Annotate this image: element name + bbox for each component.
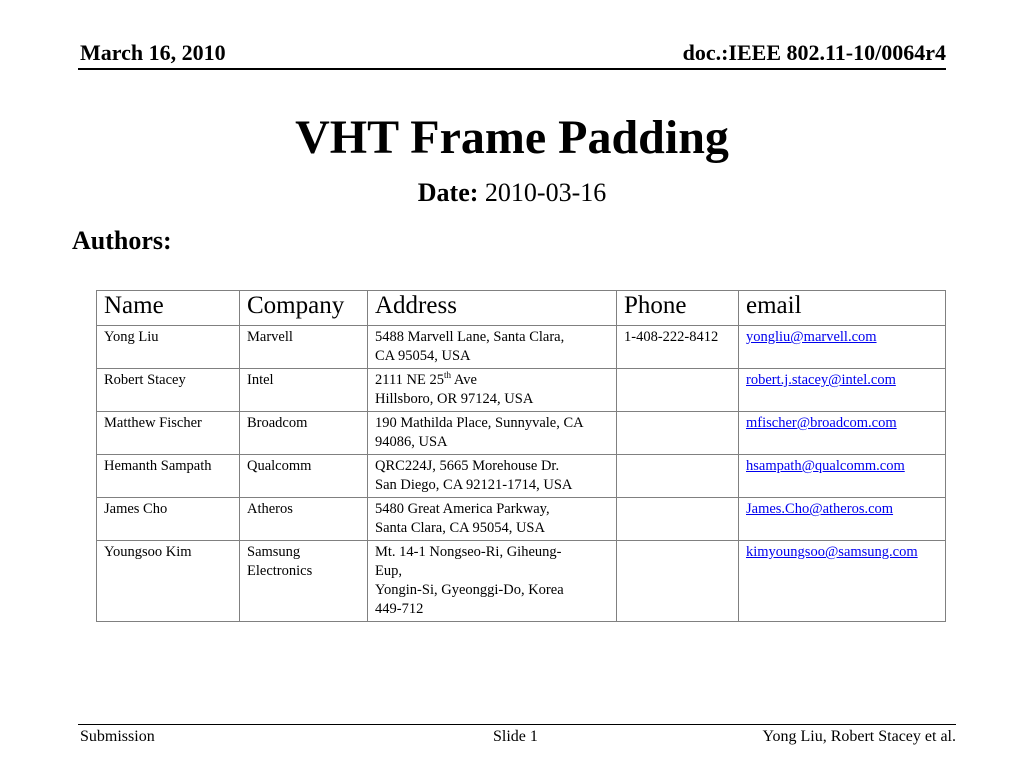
author-name: Robert Stacey [97,369,240,412]
header-doc-id: doc.:IEEE 802.11-10/0064r4 [682,40,946,65]
column-header-name: Name [97,291,240,326]
address-line: QRC224J, 5665 Morehouse Dr. [375,458,560,474]
author-address [368,541,617,622]
author-email [739,412,946,455]
header-divider [78,68,946,70]
author-address [368,455,617,498]
email-link[interactable]: hsampath@qualcomm.com [746,458,905,474]
address-line: Santa Clara, CA 95054, USA [375,520,545,536]
address-line: Yongin-Si, Gyeonggi-Do, Korea [375,582,564,598]
address-street: 2111 NE 25 [375,372,445,388]
author-address [368,498,617,541]
address-line: 5480 Great America Parkway, [375,501,550,517]
author-phone [617,541,739,622]
email-link[interactable]: yongliu@marvell.com [746,329,877,345]
address-street-suffix: Ave [451,372,477,388]
email-link[interactable]: kimyoungsoo@samsung.com [746,544,918,560]
author-name: Hemanth Sampath [97,455,240,498]
column-header-email: email [739,291,946,326]
column-header-phone: Phone [617,291,739,326]
author-email [739,455,946,498]
table-row [97,455,946,498]
footer-slide-number: Slide 1 [493,728,538,745]
author-company: Broadcom [240,412,368,455]
author-address [368,369,617,412]
slide-title: VHT Frame Padding [295,111,729,164]
author-phone [617,369,739,412]
authors-table [96,290,946,622]
footer-authors: Yong Liu, Robert Stacey et al. [762,728,956,745]
author-phone: 1-408-222-8412 [617,326,739,369]
address-line: 94086, USA [375,434,448,450]
author-name: Youngsoo Kim [97,541,240,622]
table-row [97,369,946,412]
author-phone [617,498,739,541]
author-name: Matthew Fischer [97,412,240,455]
address-line [375,371,610,390]
table-row [97,412,946,455]
author-phone [617,412,739,455]
author-email [739,369,946,412]
address-line: Mt. 14-1 Nongseo-Ri, Giheung- [375,544,562,560]
table-row [97,541,946,622]
author-address [368,326,617,369]
email-link[interactable]: robert.j.stacey@intel.com [746,372,896,388]
address-line: 5488 Marvell Lane, Santa Clara, [375,329,565,345]
author-email [739,541,946,622]
address-line: Hillsboro, OR 97124, USA [375,391,534,407]
email-link[interactable]: James.Cho@atheros.com [746,501,894,517]
address-line: San Diego, CA 92121-1714, USA [375,477,573,493]
column-header-company: Company [240,291,368,326]
header-date: March 16, 2010 [80,40,226,65]
author-name: James Cho [97,498,240,541]
email-link[interactable]: mfischer@broadcom.com [746,415,897,431]
address-line: 190 Mathilda Place, Sunnyvale, CA [375,415,584,431]
date-label: Date: [417,178,479,207]
address-line: 449-712 [375,601,424,617]
author-company: Marvell [240,326,368,369]
author-company: Atheros [240,498,368,541]
footer-divider [78,724,956,725]
authors-heading: Authors: [72,226,172,255]
ordinal-suffix: th [444,370,452,381]
author-email [739,498,946,541]
date-line [0,178,1024,208]
address-line: CA 95054, USA [375,348,471,364]
author-phone [617,455,739,498]
date-value: 2010-03-16 [484,178,607,207]
author-address [368,412,617,455]
footer-submission: Submission [80,728,155,745]
company-line: Samsung [247,544,301,560]
author-company: Intel [240,369,368,412]
author-company: Qualcomm [240,455,368,498]
author-name: Yong Liu [97,326,240,369]
column-header-address: Address [368,291,617,326]
table-row [97,498,946,541]
company-line: Electronics [247,563,313,579]
table-row [97,326,946,369]
author-company [240,541,368,622]
author-email [739,326,946,369]
table-header-row [97,291,946,326]
address-line: Eup, [375,563,402,579]
